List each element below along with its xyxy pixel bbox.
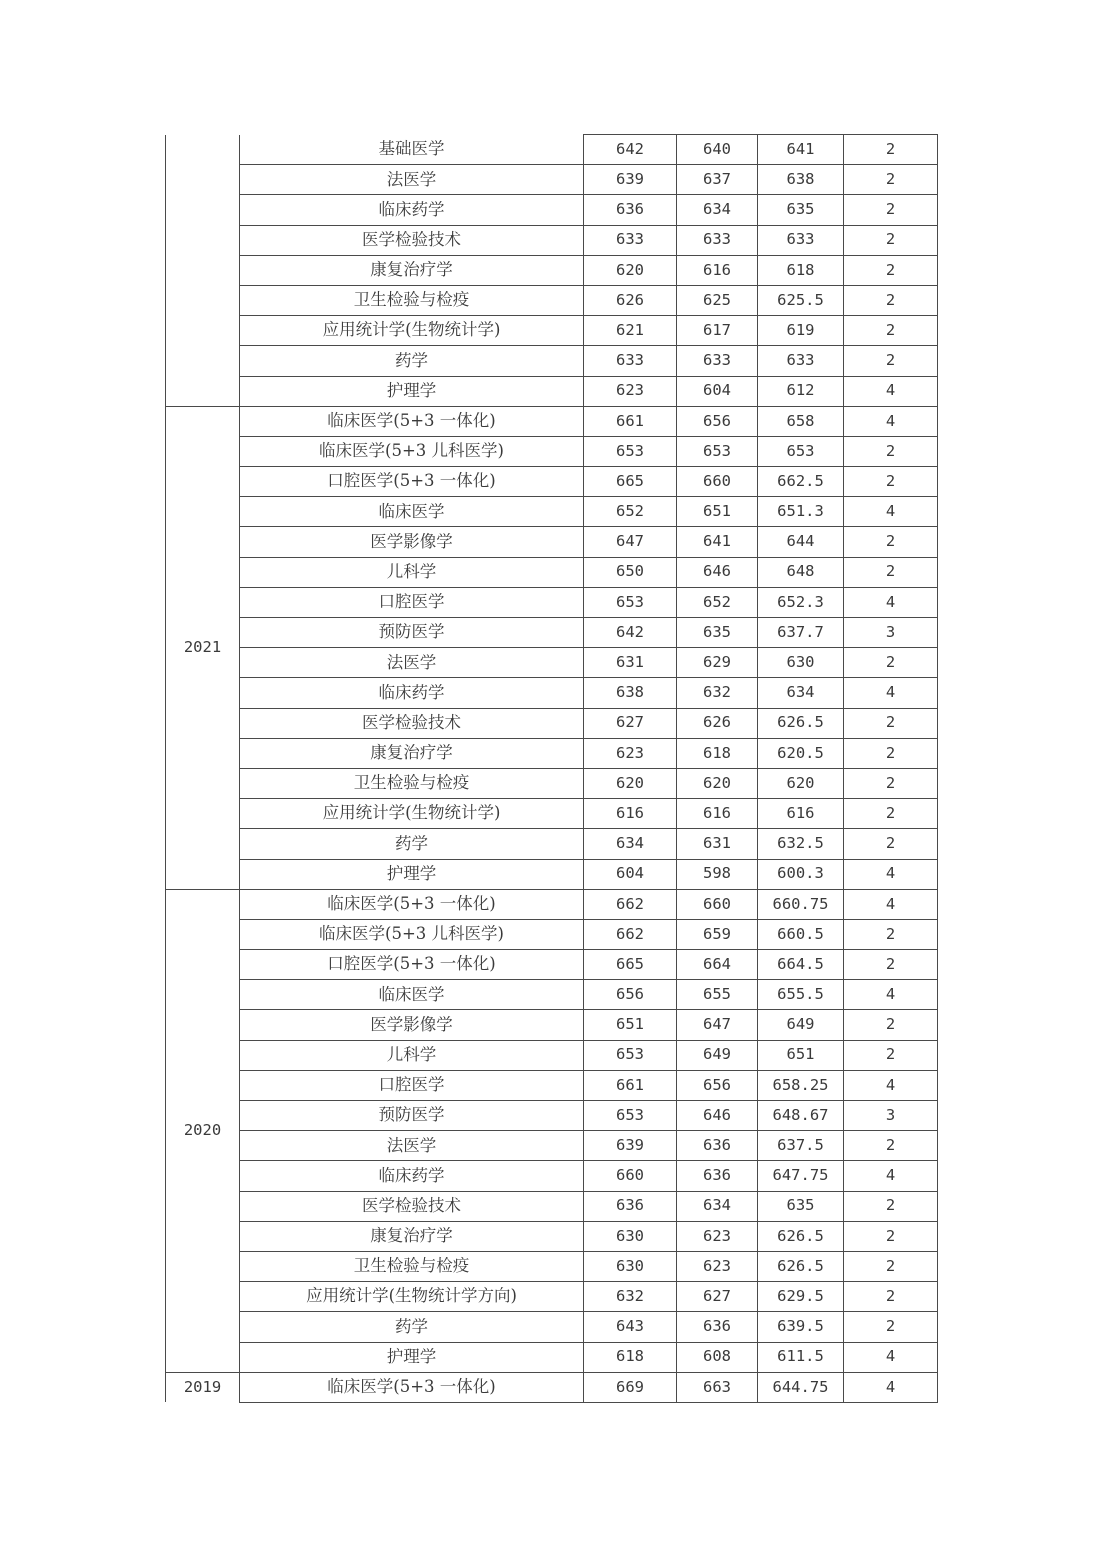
table-row [166, 1010, 938, 1040]
table-row [166, 1040, 938, 1070]
min-score-cell: 636 [677, 1161, 758, 1191]
min-score-cell: 625 [677, 285, 758, 315]
avg-score-cell: 660.75 [758, 889, 844, 919]
major-cell: 卫生检验与检疫 [240, 1251, 584, 1281]
table-row [166, 1312, 938, 1342]
years-cell: 4 [844, 376, 938, 406]
major-cell: 临床药学 [240, 1161, 584, 1191]
major-cell: 药学 [240, 829, 584, 859]
min-score-cell: 646 [677, 1101, 758, 1131]
years-cell: 4 [844, 1161, 938, 1191]
max-score-cell: 623 [584, 738, 677, 768]
table-row [166, 1101, 938, 1131]
max-score-cell: 604 [584, 859, 677, 889]
avg-score-cell: 634 [758, 678, 844, 708]
min-score-cell: 656 [677, 1070, 758, 1100]
major-cell: 口腔医学 [240, 587, 584, 617]
table-row [166, 376, 938, 406]
avg-score-cell: 626.5 [758, 1251, 844, 1281]
max-score-cell: 639 [584, 1131, 677, 1161]
min-score-cell: 653 [677, 436, 758, 466]
min-score-cell: 616 [677, 799, 758, 829]
table-row [166, 1251, 938, 1281]
max-score-cell: 623 [584, 376, 677, 406]
max-score-cell: 638 [584, 678, 677, 708]
major-cell: 医学检验技术 [240, 225, 584, 255]
max-score-cell: 662 [584, 919, 677, 949]
min-score-cell: 636 [677, 1131, 758, 1161]
min-score-cell: 626 [677, 708, 758, 738]
major-cell: 护理学 [240, 1342, 584, 1372]
table-row [166, 1221, 938, 1251]
min-score-cell: 623 [677, 1251, 758, 1281]
table-row [166, 255, 938, 285]
avg-score-cell: 633 [758, 225, 844, 255]
major-cell: 卫生检验与检疫 [240, 285, 584, 315]
avg-score-cell: 620 [758, 768, 844, 798]
major-cell: 药学 [240, 1312, 584, 1342]
years-cell: 4 [844, 678, 938, 708]
major-cell: 护理学 [240, 859, 584, 889]
max-score-cell: 662 [584, 889, 677, 919]
major-cell: 护理学 [240, 376, 584, 406]
max-score-cell: 639 [584, 165, 677, 195]
years-cell: 2 [844, 195, 938, 225]
years-cell: 2 [844, 255, 938, 285]
table-row [166, 708, 938, 738]
years-cell: 2 [844, 919, 938, 949]
table-row [166, 1372, 938, 1402]
avg-score-cell: 664.5 [758, 950, 844, 980]
years-cell: 2 [844, 738, 938, 768]
major-cell: 康复治疗学 [240, 738, 584, 768]
avg-score-cell: 611.5 [758, 1342, 844, 1372]
years-cell: 2 [844, 1131, 938, 1161]
max-score-cell: 653 [584, 1040, 677, 1070]
avg-score-cell: 647.75 [758, 1161, 844, 1191]
major-cell: 儿科学 [240, 1040, 584, 1070]
min-score-cell: 623 [677, 1221, 758, 1251]
avg-score-cell: 630 [758, 648, 844, 678]
min-score-cell: 633 [677, 346, 758, 376]
table-row [166, 285, 938, 315]
avg-score-cell: 660.5 [758, 919, 844, 949]
avg-score-cell: 638 [758, 165, 844, 195]
min-score-cell: 656 [677, 406, 758, 436]
years-cell: 2 [844, 708, 938, 738]
table-row [166, 557, 938, 587]
major-cell: 卫生检验与检疫 [240, 768, 584, 798]
year-cell: 2020 [166, 889, 240, 1372]
years-cell: 4 [844, 1372, 938, 1402]
min-score-cell: 618 [677, 738, 758, 768]
years-cell: 2 [844, 436, 938, 466]
max-score-cell: 636 [584, 195, 677, 225]
major-cell: 预防医学 [240, 618, 584, 648]
years-cell: 3 [844, 618, 938, 648]
major-cell: 康复治疗学 [240, 255, 584, 285]
table-row [166, 225, 938, 255]
years-cell: 2 [844, 1221, 938, 1251]
min-score-cell: 651 [677, 497, 758, 527]
max-score-cell: 660 [584, 1161, 677, 1191]
max-score-cell: 633 [584, 346, 677, 376]
min-score-cell: 598 [677, 859, 758, 889]
max-score-cell: 653 [584, 1101, 677, 1131]
major-cell: 临床医学(5+3 儿科医学) [240, 436, 584, 466]
table-row [166, 316, 938, 346]
years-cell: 2 [844, 799, 938, 829]
max-score-cell: 656 [584, 980, 677, 1010]
table-row [166, 768, 938, 798]
major-cell: 临床医学 [240, 980, 584, 1010]
major-cell: 预防医学 [240, 1101, 584, 1131]
min-score-cell: 663 [677, 1372, 758, 1402]
avg-score-cell: 635 [758, 195, 844, 225]
avg-score-cell: 641 [758, 135, 844, 165]
avg-score-cell: 626.5 [758, 708, 844, 738]
max-score-cell: 661 [584, 406, 677, 436]
avg-score-cell: 618 [758, 255, 844, 285]
avg-score-cell: 626.5 [758, 1221, 844, 1251]
min-score-cell: 637 [677, 165, 758, 195]
min-score-cell: 636 [677, 1312, 758, 1342]
max-score-cell: 620 [584, 255, 677, 285]
table-row [166, 1191, 938, 1221]
avg-score-cell: 648.67 [758, 1101, 844, 1131]
table-row [166, 436, 938, 466]
table-row [166, 1161, 938, 1191]
min-score-cell: 652 [677, 587, 758, 617]
table-row [166, 829, 938, 859]
years-cell: 4 [844, 1070, 938, 1100]
min-score-cell: 641 [677, 527, 758, 557]
max-score-cell: 636 [584, 1191, 677, 1221]
table-row [166, 467, 938, 497]
table-row [166, 1131, 938, 1161]
years-cell: 2 [844, 1251, 938, 1281]
avg-score-cell: 616 [758, 799, 844, 829]
major-cell: 临床医学(5+3 儿科医学) [240, 919, 584, 949]
major-cell: 药学 [240, 346, 584, 376]
table-row [166, 587, 938, 617]
major-cell: 法医学 [240, 1131, 584, 1161]
major-cell: 法医学 [240, 648, 584, 678]
min-score-cell: 660 [677, 467, 758, 497]
min-score-cell: 604 [677, 376, 758, 406]
major-cell: 儿科学 [240, 557, 584, 587]
admission-scores-table [165, 134, 938, 1403]
max-score-cell: 661 [584, 1070, 677, 1100]
avg-score-cell: 658.25 [758, 1070, 844, 1100]
max-score-cell: 630 [584, 1221, 677, 1251]
years-cell: 2 [844, 316, 938, 346]
table-row [166, 799, 938, 829]
major-cell: 口腔医学(5+3 一体化) [240, 950, 584, 980]
year-cell: 2019 [166, 1372, 240, 1402]
years-cell: 4 [844, 889, 938, 919]
table-row [166, 919, 938, 949]
table-row [166, 738, 938, 768]
max-score-cell: 642 [584, 135, 677, 165]
max-score-cell: 626 [584, 285, 677, 315]
max-score-cell: 616 [584, 799, 677, 829]
years-cell: 2 [844, 165, 938, 195]
max-score-cell: 665 [584, 467, 677, 497]
max-score-cell: 634 [584, 829, 677, 859]
years-cell: 2 [844, 527, 938, 557]
max-score-cell: 669 [584, 1372, 677, 1402]
avg-score-cell: 625.5 [758, 285, 844, 315]
major-cell: 临床医学(5+3 一体化) [240, 889, 584, 919]
min-score-cell: 608 [677, 1342, 758, 1372]
min-score-cell: 616 [677, 255, 758, 285]
min-score-cell: 627 [677, 1282, 758, 1312]
avg-score-cell: 600.3 [758, 859, 844, 889]
major-cell: 临床医学(5+3 一体化) [240, 1372, 584, 1402]
min-score-cell: 620 [677, 768, 758, 798]
max-score-cell: 633 [584, 225, 677, 255]
major-cell: 医学检验技术 [240, 708, 584, 738]
table-row [166, 678, 938, 708]
years-cell: 2 [844, 648, 938, 678]
max-score-cell: 627 [584, 708, 677, 738]
avg-score-cell: 637.7 [758, 618, 844, 648]
years-cell: 2 [844, 1282, 938, 1312]
years-cell: 2 [844, 1191, 938, 1221]
max-score-cell: 631 [584, 648, 677, 678]
years-cell: 2 [844, 1040, 938, 1070]
years-cell: 2 [844, 225, 938, 255]
min-score-cell: 649 [677, 1040, 758, 1070]
table-row [166, 135, 938, 165]
years-cell: 3 [844, 1101, 938, 1131]
avg-score-cell: 632.5 [758, 829, 844, 859]
max-score-cell: 643 [584, 1312, 677, 1342]
table-row [166, 950, 938, 980]
table-row [166, 406, 938, 436]
avg-score-cell: 644 [758, 527, 844, 557]
major-cell: 口腔医学 [240, 1070, 584, 1100]
table-body [166, 135, 938, 1403]
avg-score-cell: 662.5 [758, 467, 844, 497]
years-cell: 2 [844, 829, 938, 859]
years-cell: 2 [844, 950, 938, 980]
min-score-cell: 646 [677, 557, 758, 587]
avg-score-cell: 644.75 [758, 1372, 844, 1402]
avg-score-cell: 658 [758, 406, 844, 436]
min-score-cell: 631 [677, 829, 758, 859]
table-row [166, 527, 938, 557]
max-score-cell: 632 [584, 1282, 677, 1312]
max-score-cell: 650 [584, 557, 677, 587]
years-cell: 2 [844, 346, 938, 376]
years-cell: 4 [844, 980, 938, 1010]
min-score-cell: 655 [677, 980, 758, 1010]
year-cell: 2021 [166, 406, 240, 889]
major-cell: 医学影像学 [240, 527, 584, 557]
avg-score-cell: 639.5 [758, 1312, 844, 1342]
years-cell: 4 [844, 497, 938, 527]
table-row [166, 889, 938, 919]
avg-score-cell: 653 [758, 436, 844, 466]
min-score-cell: 634 [677, 195, 758, 225]
table-row [166, 1282, 938, 1312]
years-cell: 2 [844, 1010, 938, 1040]
years-cell: 2 [844, 1312, 938, 1342]
table-row [166, 648, 938, 678]
avg-score-cell: 655.5 [758, 980, 844, 1010]
max-score-cell: 653 [584, 587, 677, 617]
avg-score-cell: 612 [758, 376, 844, 406]
table-row [166, 859, 938, 889]
min-score-cell: 633 [677, 225, 758, 255]
table-row [166, 1070, 938, 1100]
major-cell: 临床医学 [240, 497, 584, 527]
max-score-cell: 647 [584, 527, 677, 557]
max-score-cell: 642 [584, 618, 677, 648]
max-score-cell: 665 [584, 950, 677, 980]
major-cell: 医学影像学 [240, 1010, 584, 1040]
major-cell: 应用统计学(生物统计学方向) [240, 1282, 584, 1312]
min-score-cell: 660 [677, 889, 758, 919]
min-score-cell: 640 [677, 135, 758, 165]
table-row [166, 618, 938, 648]
years-cell: 2 [844, 768, 938, 798]
max-score-cell: 652 [584, 497, 677, 527]
years-cell: 2 [844, 467, 938, 497]
table-row [166, 165, 938, 195]
major-cell: 临床医学(5+3 一体化) [240, 406, 584, 436]
min-score-cell: 634 [677, 1191, 758, 1221]
major-cell: 医学检验技术 [240, 1191, 584, 1221]
year-cell [166, 135, 240, 407]
min-score-cell: 629 [677, 648, 758, 678]
min-score-cell: 647 [677, 1010, 758, 1040]
table-row [166, 980, 938, 1010]
max-score-cell: 653 [584, 436, 677, 466]
major-cell: 口腔医学(5+3 一体化) [240, 467, 584, 497]
major-cell: 基础医学 [240, 135, 584, 165]
avg-score-cell: 652.3 [758, 587, 844, 617]
major-cell: 临床药学 [240, 195, 584, 225]
years-cell: 2 [844, 285, 938, 315]
avg-score-cell: 649 [758, 1010, 844, 1040]
years-cell: 2 [844, 135, 938, 165]
major-cell: 临床药学 [240, 678, 584, 708]
max-score-cell: 618 [584, 1342, 677, 1372]
min-score-cell: 664 [677, 950, 758, 980]
avg-score-cell: 648 [758, 557, 844, 587]
max-score-cell: 630 [584, 1251, 677, 1281]
major-cell: 法医学 [240, 165, 584, 195]
years-cell: 2 [844, 557, 938, 587]
table-row [166, 497, 938, 527]
years-cell: 4 [844, 406, 938, 436]
min-score-cell: 617 [677, 316, 758, 346]
years-cell: 4 [844, 1342, 938, 1372]
table-row [166, 346, 938, 376]
avg-score-cell: 620.5 [758, 738, 844, 768]
years-cell: 4 [844, 859, 938, 889]
avg-score-cell: 619 [758, 316, 844, 346]
avg-score-cell: 637.5 [758, 1131, 844, 1161]
max-score-cell: 620 [584, 768, 677, 798]
major-cell: 康复治疗学 [240, 1221, 584, 1251]
max-score-cell: 621 [584, 316, 677, 346]
max-score-cell: 651 [584, 1010, 677, 1040]
avg-score-cell: 635 [758, 1191, 844, 1221]
min-score-cell: 632 [677, 678, 758, 708]
avg-score-cell: 651 [758, 1040, 844, 1070]
avg-score-cell: 633 [758, 346, 844, 376]
major-cell: 应用统计学(生物统计学) [240, 799, 584, 829]
min-score-cell: 635 [677, 618, 758, 648]
table-row [166, 195, 938, 225]
avg-score-cell: 629.5 [758, 1282, 844, 1312]
major-cell: 应用统计学(生物统计学) [240, 316, 584, 346]
avg-score-cell: 651.3 [758, 497, 844, 527]
table-row [166, 1342, 938, 1372]
years-cell: 4 [844, 587, 938, 617]
min-score-cell: 659 [677, 919, 758, 949]
